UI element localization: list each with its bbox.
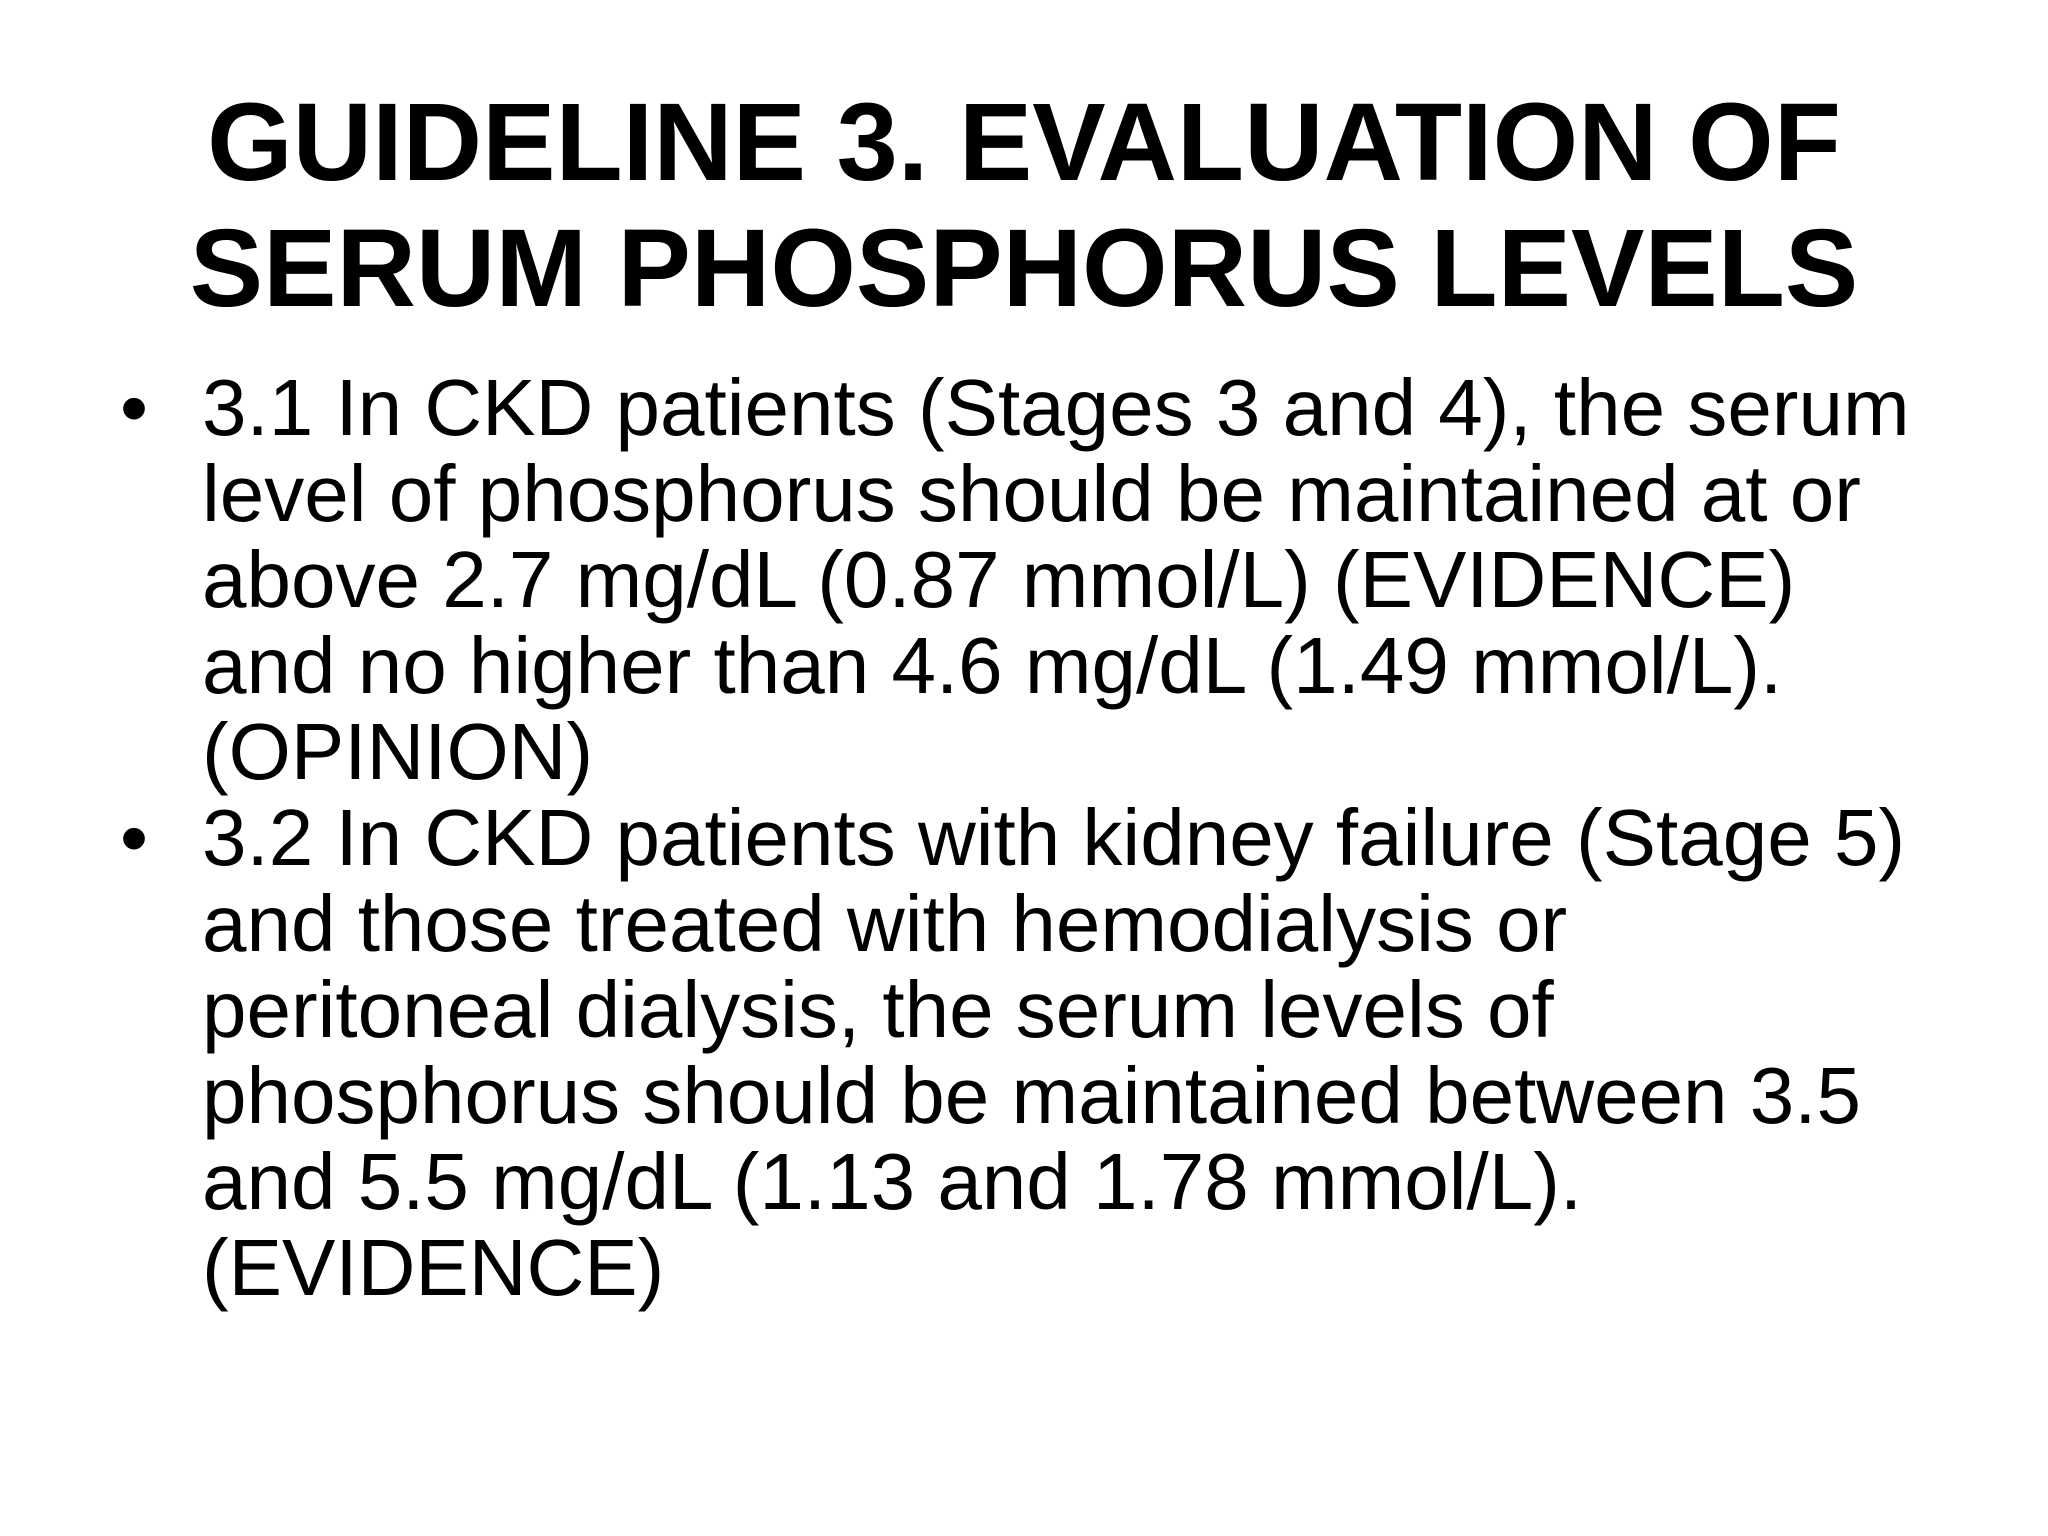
bullet-marker: • [120,793,149,882]
bullet-line: 3.2 In CKD patients with kidney failure (Stage 5) [202,793,1906,882]
bullet-line: level of phosphorus should be maintained at or [202,449,1861,538]
bullet-list [120,365,2000,1311]
bullet-line: (OPINION) [202,707,594,796]
bullet-line: 3.1 In CKD patients (Stages 3 and 4), the serum [202,363,1910,452]
slide-title [130,80,1918,332]
bullet-line: and no higher than 4.6 mg/dL (1.49 mmol/L). [202,621,1783,710]
bullet-item-3-1 [120,365,2000,795]
bullet-item-3-2 [120,795,2000,1311]
bullet-line: and 5.5 mg/dL (1.13 and 1.78 mmol/L). [202,1137,1583,1226]
bullet-line: phosphorus should be maintained between 3.5 [202,1051,1861,1140]
bullet-marker: • [120,363,149,452]
bullet-line: (EVIDENCE) [202,1223,665,1312]
bullet-line: above 2.7 mg/dL (0.87 mmol/L) (EVIDENCE) [202,535,1796,624]
title-line-2: SERUM PHOSPHORUS LEVELS [189,207,1859,330]
title-line-1: GUIDELINE 3. EVALUATION OF [207,81,1841,204]
bullet-line: and those treated with hemodialysis or [202,879,1568,968]
bullet-line: peritoneal dialysis, the serum levels of [202,965,1554,1054]
